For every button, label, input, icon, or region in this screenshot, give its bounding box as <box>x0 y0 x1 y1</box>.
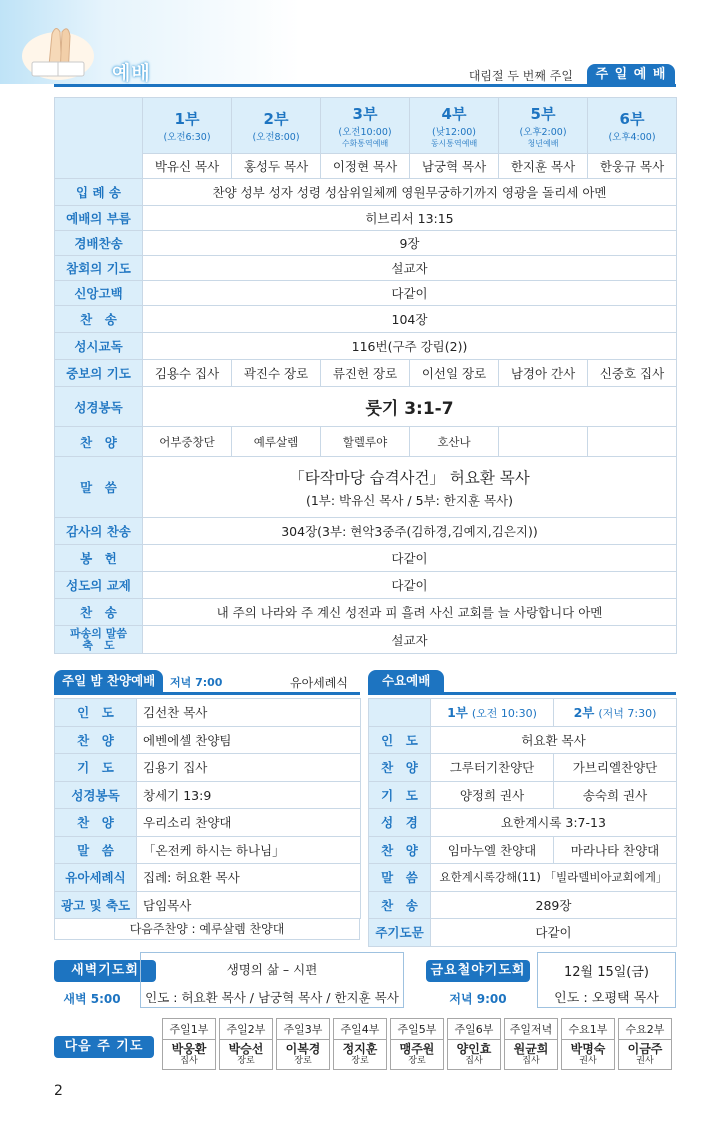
pastor-row <box>55 154 677 179</box>
service-5-header: 5부 (오후2:00) 청년예배 <box>499 98 588 154</box>
intercession-2: 곽진수 장로 <box>232 360 321 387</box>
sn-row: 인 도 김선찬 목사 <box>55 699 361 727</box>
wed-lords-prayer-row: 주기도문 다같이 <box>369 919 677 947</box>
sn-row: 유아세례식 집례: 허요환 목사 <box>55 864 361 892</box>
hymn1-label: 경배찬송 <box>55 231 143 256</box>
wed-header-row: 1부 (오전 10:30) 2부 (저녁 7:30) <box>369 699 677 727</box>
page-number: 2 <box>54 1083 63 1099</box>
wednesday-divider <box>368 692 676 695</box>
call-label: 예배의 부름 <box>55 206 143 231</box>
wednesday-table <box>368 698 677 947</box>
service-3-pastor: 이정현 목사 <box>321 154 410 179</box>
friday-prayer-box <box>537 952 676 1008</box>
creed-label: 신앙고백 <box>55 281 143 306</box>
creed-row <box>55 281 677 306</box>
sn-row: 말 씀 「온전케 하시는 하나님」 <box>55 836 361 864</box>
praying-hands-icon <box>18 16 98 82</box>
sermon-preachers: (1부: 박유신 목사 / 5부: 한지훈 목사) <box>305 492 514 508</box>
sending-label: 파송의 말씀 축 도 <box>55 626 143 654</box>
service-3-header: 3부 (오전10:00) 수화통역예배 <box>321 98 410 154</box>
sermon-cell <box>143 457 677 518</box>
fellowship-row <box>55 572 677 599</box>
sermon-title: 「타작마당 습격사건」 허요환 목사 <box>289 468 530 487</box>
friday-prayer-time: 저녁 9:00 <box>449 992 507 1006</box>
praise-5 <box>499 427 588 457</box>
praise-3: 할렐루야 <box>321 427 410 457</box>
wed-hymn-row: 찬 송 289장 <box>369 891 677 919</box>
call-value: 히브리서 13:15 <box>143 206 677 231</box>
sn-row: 찬 양 우리소리 찬양대 <box>55 809 361 837</box>
service-6-header: 6부 (오후4:00) <box>588 98 677 154</box>
sunday-service-table <box>54 97 677 654</box>
praise-2: 예루살렘 <box>232 427 321 457</box>
sunday-night-table <box>54 698 361 919</box>
entrance-row <box>55 179 677 206</box>
friday-prayer-pill: 금요철야기도회 <box>426 960 530 982</box>
sermon-row <box>55 457 677 518</box>
wed-praise-row: 찬 양 그루터기찬양단 가브리엘찬양단 <box>369 754 677 782</box>
sn-row: 성경봉독 창세기 13:9 <box>55 781 361 809</box>
offering-value: 다같이 <box>143 545 677 572</box>
service-5-pastor: 한지훈 목사 <box>499 154 588 179</box>
repent-label: 참회의 기도 <box>55 256 143 281</box>
service-header-row <box>55 98 677 154</box>
hymn3-label: 찬 송 <box>55 599 143 626</box>
header-divider <box>54 84 676 87</box>
offering-row <box>55 545 677 572</box>
intercession-4: 이선일 장로 <box>410 360 499 387</box>
service-2-pastor: 홍성두 목사 <box>232 154 321 179</box>
wed-sermon-row: 말 씀 요한계시록강해(11) 「빌라델비아교회에게」 <box>369 864 677 892</box>
service-2-header: 2부 (오전8:00) <box>232 98 321 154</box>
psalter-value: 116번(구주 강림(2)) <box>143 333 677 360</box>
scripture-label: 성경봉독 <box>55 387 143 427</box>
wed-prayer-row: 기 도 양정희 권사 송숙희 권사 <box>369 781 677 809</box>
intercession-5: 남경아 간사 <box>499 360 588 387</box>
intercession-3: 류진헌 장로 <box>321 360 410 387</box>
sunday-night-footer: 다음주찬양 : 예루살렘 찬양대 <box>54 918 360 940</box>
dawn-prayer-pill: 새벽기도회 <box>54 960 156 982</box>
fellowship-label: 성도의 교제 <box>55 572 143 599</box>
hymn3-value: 내 주의 나라와 주 계신 성전과 피 흘려 사신 교회를 늘 사랑합니다 아멘 <box>143 599 677 626</box>
service-4-pastor: 남궁혁 목사 <box>410 154 499 179</box>
intercession-6: 신중호 집사 <box>588 360 677 387</box>
call-row <box>55 206 677 231</box>
repent-value: 설교자 <box>143 256 677 281</box>
corner-cell <box>55 98 143 179</box>
service-6-pastor: 한웅규 목사 <box>588 154 677 179</box>
next-prayer-table <box>162 1018 672 1070</box>
dawn-prayer-time: 새벽 5:00 <box>63 992 121 1006</box>
psalter-label: 성시교독 <box>55 333 143 360</box>
scripture-value: 룻기 3:1-7 <box>143 387 677 427</box>
sn-row: 광고 및 축도 담임목사 <box>55 891 361 919</box>
sunday-night-note: 유아세례식 <box>290 676 348 690</box>
psalter-row <box>55 333 677 360</box>
hymn2-label: 찬 송 <box>55 306 143 333</box>
thanks-row <box>55 518 677 545</box>
wed-scripture-row: 성 경 요한계시록 3:7-13 <box>369 809 677 837</box>
dawn-prayer-title: 생명의 삶 – 시편 <box>226 962 318 977</box>
wed-choir-row: 찬 양 임마누엘 찬양대 마라나타 찬양대 <box>369 836 677 864</box>
sunday-night-time: 저녁 7:00 <box>170 676 223 689</box>
page-subtitle: 대림절 두 번째 주일 <box>468 69 573 83</box>
offering-label: 봉 헌 <box>55 545 143 572</box>
praise-1: 어부중창단 <box>143 427 232 457</box>
service-1-pastor: 박유신 목사 <box>143 154 232 179</box>
dawn-prayer-box <box>140 952 404 1008</box>
sn-row: 기 도 김용기 집사 <box>55 754 361 782</box>
hymn3-row <box>55 599 677 626</box>
service-1-header: 1부 (오전6:30) <box>143 98 232 154</box>
dawn-prayer-leaders: 인도 : 허요환 목사 / 남궁혁 목사 / 한지훈 목사 <box>145 990 399 1005</box>
hymn2-value: 104장 <box>143 306 677 333</box>
sermon-label: 말 씀 <box>55 457 143 518</box>
next-prayer-name-row: 박웅환 집사 박승선 장로 이복경 장로 정지훈 장로 맹주원 장로 양인효 집사 원균희 집사 박명숙 권사 이금주 권사 <box>163 1040 672 1070</box>
wed-leader-row: 인 도 허요환 목사 <box>369 726 677 754</box>
entrance-value: 찬양 성부 성자 성령 성삼위일체께 영원무궁하기까지 영광을 돌리세 아멘 <box>143 179 677 206</box>
creed-value: 다같이 <box>143 281 677 306</box>
praise-label: 찬 양 <box>55 427 143 457</box>
thanks-label: 감사의 찬송 <box>55 518 143 545</box>
fellowship-value: 다같이 <box>143 572 677 599</box>
praise-4: 호산나 <box>410 427 499 457</box>
next-prayer-day-row: 주일1부 주일2부 주일3부 주일4부 주일5부 주일6부 주일저녁 수요1부 수요2부 <box>163 1019 672 1040</box>
repent-row <box>55 256 677 281</box>
thanks-value: 304장(3부: 현악3중주(김하경,김예지,김은지)) <box>143 518 677 545</box>
service-4-header: 4부 (낮12:00) 동시통역예배 <box>410 98 499 154</box>
scripture-row <box>55 387 677 427</box>
intercession-row <box>55 360 677 387</box>
hymn2-row <box>55 306 677 333</box>
intercession-label: 중보의 기도 <box>55 360 143 387</box>
sunday-night-divider <box>54 692 360 695</box>
hymn1-value: 9장 <box>143 231 677 256</box>
wednesday-tab: 수요예배 <box>368 670 444 692</box>
page-title: 예배 <box>112 62 151 84</box>
sending-row <box>55 626 677 654</box>
friday-prayer-date: 12월 15일(금) <box>563 965 650 980</box>
sending-value: 설교자 <box>143 626 677 654</box>
sunday-night-tab: 주일 밤 찬양예배 <box>54 670 163 692</box>
entrance-label: 입 례 송 <box>55 179 143 206</box>
intercession-1: 김용수 집사 <box>143 360 232 387</box>
hymn1-row <box>55 231 677 256</box>
friday-prayer-leader: 인도 : 오평택 목사 <box>554 991 659 1006</box>
section-tab-sunday: 주 일 예 배 <box>587 64 675 85</box>
praise-6 <box>588 427 677 457</box>
next-prayer-pill: 다음 주 기도 <box>54 1036 154 1058</box>
praise-row <box>55 427 677 457</box>
sn-row: 찬 양 에벤에셀 찬양팀 <box>55 726 361 754</box>
